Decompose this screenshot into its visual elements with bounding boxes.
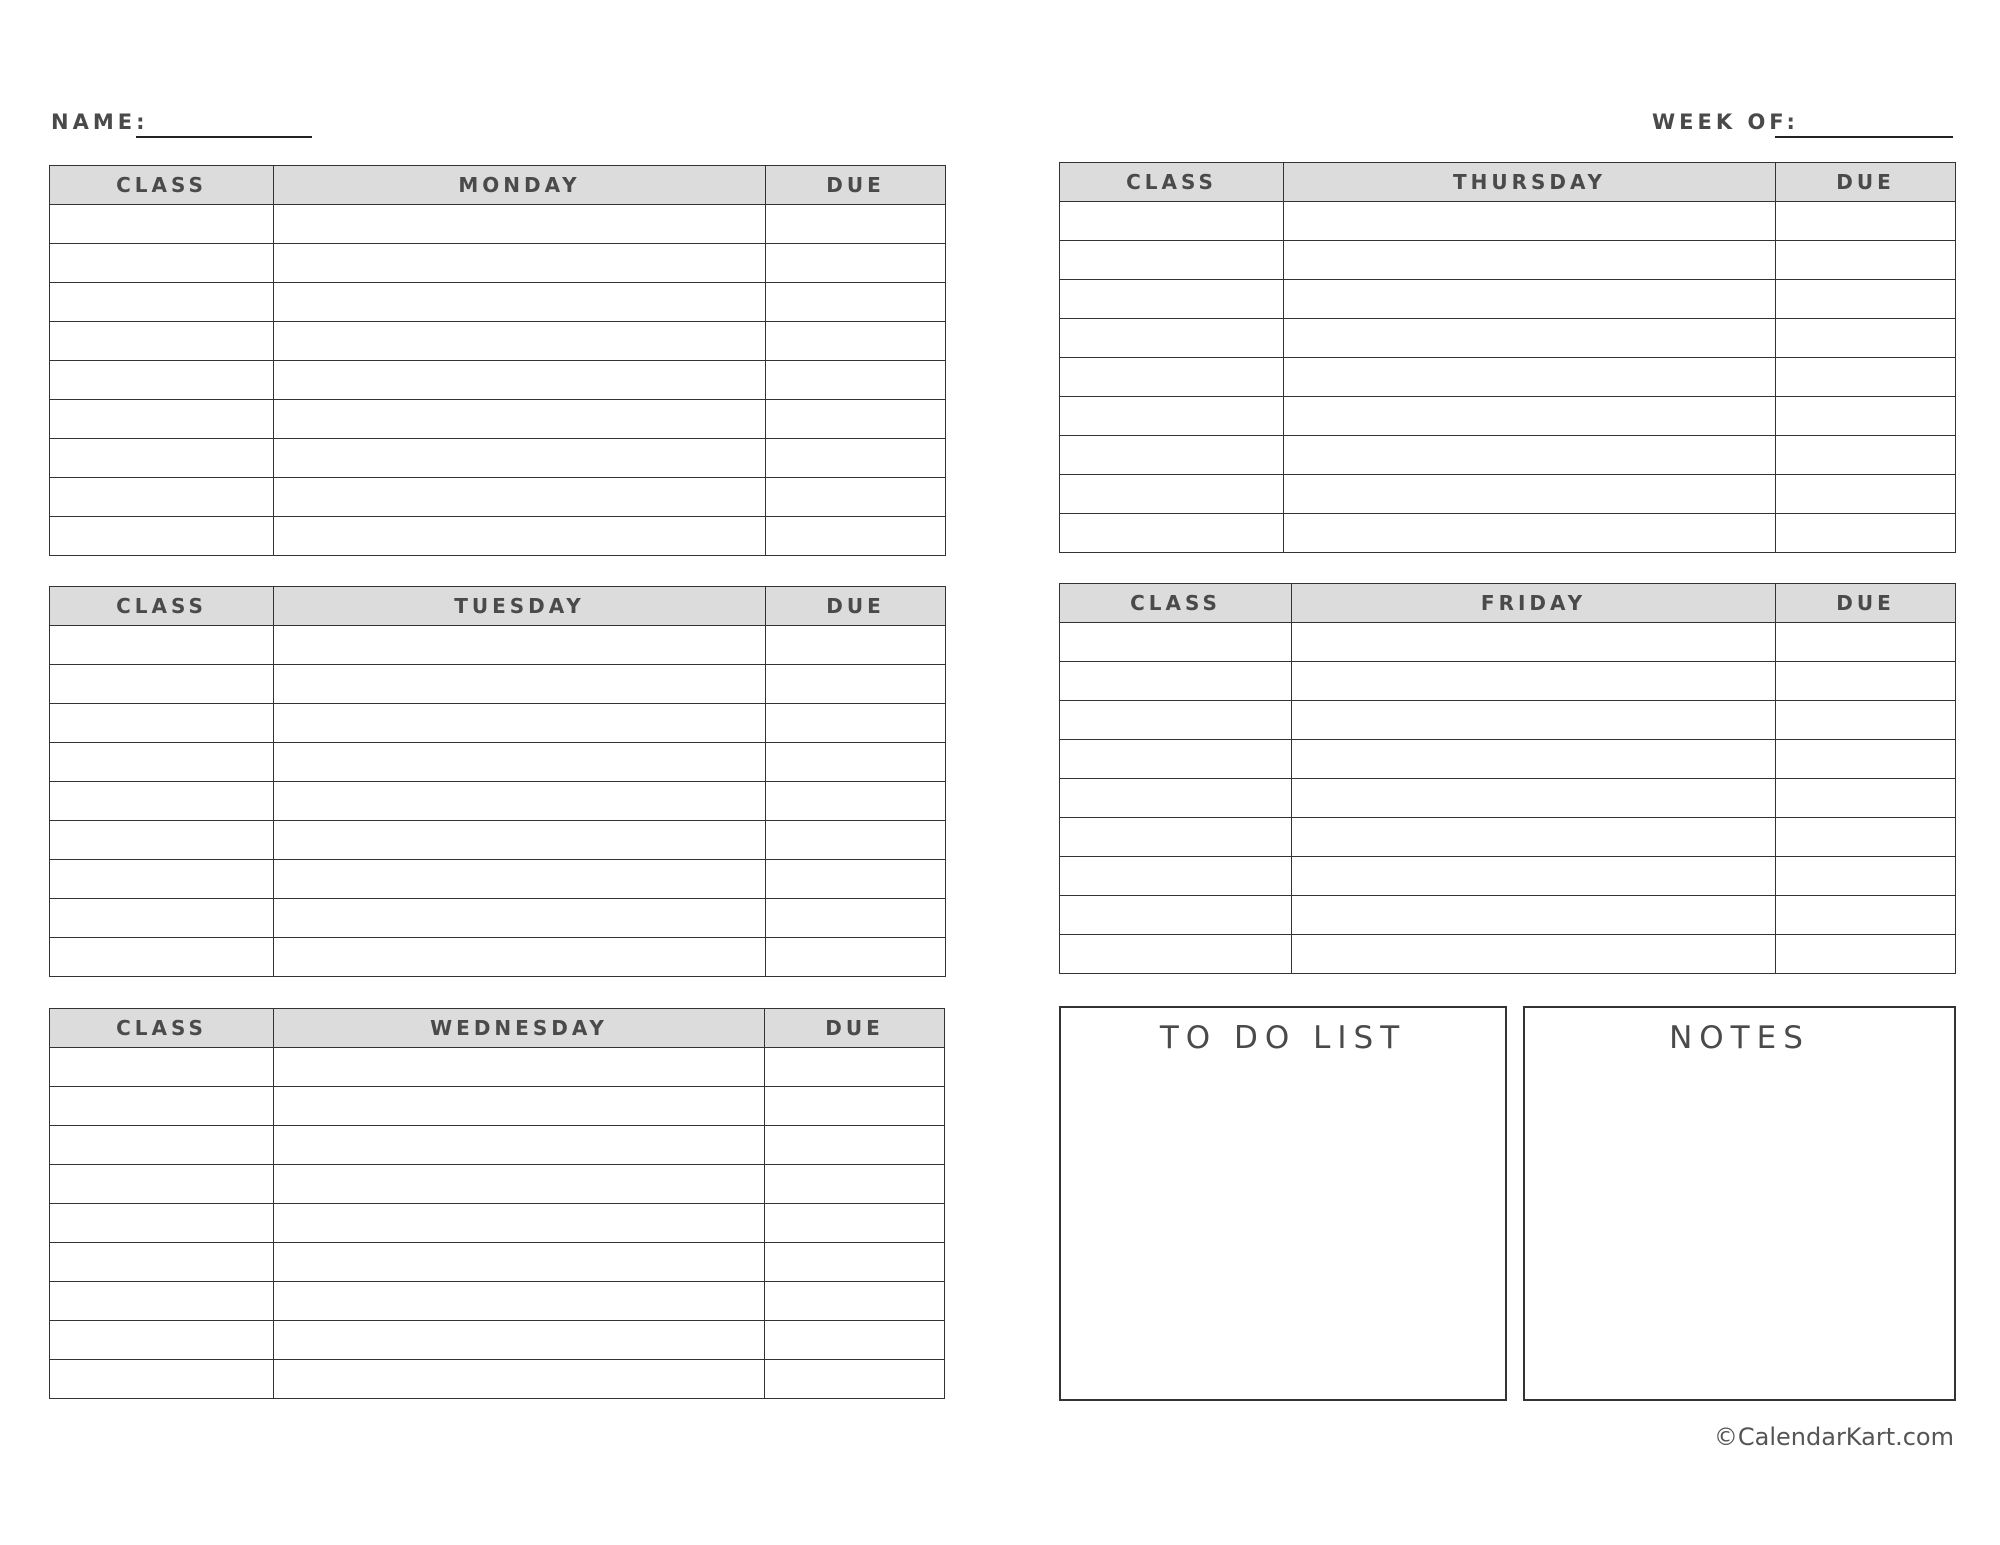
table-header-row	[50, 1009, 945, 1048]
table-header-row	[1060, 163, 1956, 202]
assignment-cell[interactable]	[274, 938, 766, 977]
table-row[interactable]	[50, 322, 946, 361]
table-row[interactable]	[50, 517, 946, 556]
wednesday-table	[49, 1008, 945, 1399]
class-cell[interactable]	[50, 1321, 274, 1360]
due-cell[interactable]	[766, 899, 946, 938]
table-row[interactable]	[50, 361, 946, 400]
week-of-line[interactable]	[1775, 136, 1953, 138]
assignment-cell[interactable]	[274, 322, 766, 361]
table-row[interactable]	[50, 938, 946, 977]
tuesday-table	[49, 586, 946, 977]
day-header: MONDAY	[274, 166, 766, 205]
class-cell[interactable]	[50, 782, 274, 821]
table-row[interactable]	[50, 283, 946, 322]
day-header: WEDNESDAY	[274, 1009, 765, 1048]
assignment-cell[interactable]	[274, 1165, 765, 1204]
due-cell[interactable]	[766, 322, 946, 361]
due-header: DUE	[765, 1009, 945, 1048]
thursday-table	[1059, 162, 1956, 553]
class-cell[interactable]	[1060, 397, 1284, 436]
assignment-cell[interactable]	[274, 1360, 765, 1399]
class-cell[interactable]	[1060, 701, 1292, 740]
due-cell[interactable]	[766, 439, 946, 478]
class-cell[interactable]	[50, 400, 274, 439]
class-cell[interactable]	[50, 205, 274, 244]
assignment-cell[interactable]	[274, 205, 766, 244]
class-cell[interactable]	[1060, 475, 1284, 514]
class-cell[interactable]	[1060, 779, 1292, 818]
class-cell[interactable]	[50, 1087, 274, 1126]
assignment-cell[interactable]	[1284, 202, 1776, 241]
assignment-cell[interactable]	[1284, 397, 1776, 436]
todo-list-box[interactable]	[1059, 1006, 1507, 1401]
class-cell[interactable]	[1060, 818, 1292, 857]
due-cell[interactable]	[765, 1282, 945, 1321]
due-cell[interactable]	[765, 1087, 945, 1126]
due-cell[interactable]	[766, 938, 946, 977]
due-cell[interactable]	[1776, 319, 1956, 358]
table-row[interactable]	[50, 665, 946, 704]
assignment-cell[interactable]	[274, 1204, 765, 1243]
class-header: CLASS	[1060, 163, 1284, 202]
due-header: DUE	[1776, 163, 1956, 202]
class-cell[interactable]	[50, 1126, 274, 1165]
class-cell[interactable]	[1060, 358, 1284, 397]
due-cell[interactable]	[766, 626, 946, 665]
table-row[interactable]	[1060, 319, 1956, 358]
assignment-cell[interactable]	[274, 821, 766, 860]
class-cell[interactable]	[1060, 202, 1284, 241]
class-cell[interactable]	[50, 938, 274, 977]
assignment-cell[interactable]	[274, 860, 766, 899]
table-row[interactable]	[50, 205, 946, 244]
table-row[interactable]	[50, 626, 946, 665]
table-row[interactable]	[1060, 857, 1956, 896]
assignment-cell[interactable]	[1284, 358, 1776, 397]
due-cell[interactable]	[765, 1360, 945, 1399]
assignment-cell[interactable]	[274, 743, 766, 782]
assignment-cell[interactable]	[274, 361, 766, 400]
due-cell[interactable]	[766, 821, 946, 860]
due-cell[interactable]	[766, 283, 946, 322]
class-cell[interactable]	[1060, 436, 1284, 475]
assignment-cell[interactable]	[274, 1243, 765, 1282]
class-cell[interactable]	[1060, 896, 1292, 935]
tuesday-rows[interactable]	[50, 626, 946, 977]
name-label: NAME:	[51, 110, 149, 134]
table-row[interactable]	[50, 1126, 945, 1165]
friday-table	[1059, 583, 1956, 974]
class-cell[interactable]	[1060, 935, 1292, 974]
table-row[interactable]	[1060, 662, 1956, 701]
table-row[interactable]	[50, 821, 946, 860]
due-cell[interactable]	[1776, 818, 1956, 857]
notes-title: NOTES	[1669, 1020, 1810, 1056]
due-cell[interactable]	[765, 1126, 945, 1165]
assignment-cell[interactable]	[1292, 896, 1776, 935]
class-cell[interactable]	[1060, 857, 1292, 896]
class-cell[interactable]	[50, 626, 274, 665]
table-row[interactable]	[50, 439, 946, 478]
assignment-cell[interactable]	[1284, 436, 1776, 475]
table-row[interactable]	[50, 478, 946, 517]
class-cell[interactable]	[50, 478, 274, 517]
table-row[interactable]	[1060, 623, 1956, 662]
table-row[interactable]	[50, 1243, 945, 1282]
monday-rows[interactable]	[50, 205, 946, 556]
class-cell[interactable]	[50, 283, 274, 322]
due-cell[interactable]	[766, 361, 946, 400]
due-header: DUE	[766, 587, 946, 626]
class-cell[interactable]	[50, 821, 274, 860]
class-cell[interactable]	[1060, 319, 1284, 358]
day-header: THURSDAY	[1284, 163, 1776, 202]
table-row[interactable]	[1060, 280, 1956, 319]
todo-list-title: TO DO LIST	[1159, 1020, 1407, 1056]
table-row[interactable]	[50, 1204, 945, 1243]
due-cell[interactable]	[1776, 779, 1956, 818]
table-row[interactable]	[1060, 740, 1956, 779]
due-cell[interactable]	[1776, 935, 1956, 974]
due-cell[interactable]	[1776, 397, 1956, 436]
due-cell[interactable]	[765, 1321, 945, 1360]
table-row[interactable]	[50, 244, 946, 283]
assignment-cell[interactable]	[1292, 935, 1776, 974]
due-cell[interactable]	[766, 860, 946, 899]
class-cell[interactable]	[50, 1243, 274, 1282]
assignment-cell[interactable]	[274, 283, 766, 322]
assignment-cell[interactable]	[1284, 319, 1776, 358]
due-cell[interactable]	[766, 400, 946, 439]
table-row[interactable]	[1060, 896, 1956, 935]
assignment-cell[interactable]	[274, 517, 766, 556]
table-header-row	[1060, 584, 1956, 623]
assignment-cell[interactable]	[274, 1321, 765, 1360]
class-cell[interactable]	[50, 244, 274, 283]
assignment-cell[interactable]	[1292, 857, 1776, 896]
due-cell[interactable]	[1776, 280, 1956, 319]
assignment-cell[interactable]	[274, 704, 766, 743]
class-cell[interactable]	[50, 322, 274, 361]
assignment-cell[interactable]	[274, 439, 766, 478]
thursday-rows[interactable]	[1060, 202, 1956, 553]
assignment-cell[interactable]	[1292, 740, 1776, 779]
table-row[interactable]	[50, 1282, 945, 1321]
assignment-cell[interactable]	[1284, 514, 1776, 553]
table-header-row	[50, 166, 946, 205]
class-header: CLASS	[50, 587, 274, 626]
due-cell[interactable]	[1776, 475, 1956, 514]
class-cell[interactable]	[50, 665, 274, 704]
table-row[interactable]	[1060, 397, 1956, 436]
due-cell[interactable]	[766, 743, 946, 782]
assignment-cell[interactable]	[1292, 779, 1776, 818]
table-row[interactable]	[1060, 935, 1956, 974]
due-cell[interactable]	[766, 517, 946, 556]
assignment-cell[interactable]	[1292, 818, 1776, 857]
assignment-cell[interactable]	[274, 899, 766, 938]
class-cell[interactable]	[1060, 514, 1284, 553]
class-cell[interactable]	[50, 860, 274, 899]
table-row[interactable]	[50, 1321, 945, 1360]
assignment-cell[interactable]	[1284, 241, 1776, 280]
table-row[interactable]	[1060, 818, 1956, 857]
class-cell[interactable]	[1060, 280, 1284, 319]
class-cell[interactable]	[50, 1165, 274, 1204]
assignment-cell[interactable]	[274, 1048, 765, 1087]
due-cell[interactable]	[765, 1204, 945, 1243]
table-row[interactable]	[1060, 436, 1956, 475]
table-row[interactable]	[50, 860, 946, 899]
due-cell[interactable]	[1776, 701, 1956, 740]
assignment-cell[interactable]	[274, 244, 766, 283]
due-cell[interactable]	[1776, 857, 1956, 896]
class-header: CLASS	[50, 1009, 274, 1048]
table-row[interactable]	[50, 899, 946, 938]
due-cell[interactable]	[1776, 623, 1956, 662]
due-cell[interactable]	[1776, 358, 1956, 397]
table-row[interactable]	[1060, 202, 1956, 241]
assignment-cell[interactable]	[274, 478, 766, 517]
table-row[interactable]	[50, 743, 946, 782]
day-header: FRIDAY	[1292, 584, 1776, 623]
due-cell[interactable]	[766, 478, 946, 517]
class-header: CLASS	[1060, 584, 1292, 623]
class-cell[interactable]	[50, 1360, 274, 1399]
assignment-cell[interactable]	[274, 400, 766, 439]
table-header-row	[50, 587, 946, 626]
table-row[interactable]	[50, 782, 946, 821]
class-header: CLASS	[50, 166, 274, 205]
due-cell[interactable]	[766, 665, 946, 704]
class-cell[interactable]	[50, 1282, 274, 1321]
assignment-cell[interactable]	[1284, 280, 1776, 319]
class-cell[interactable]	[50, 439, 274, 478]
due-cell[interactable]	[766, 704, 946, 743]
due-cell[interactable]	[765, 1048, 945, 1087]
class-cell[interactable]	[1060, 241, 1284, 280]
due-cell[interactable]	[766, 244, 946, 283]
table-row[interactable]	[50, 704, 946, 743]
table-row[interactable]	[1060, 701, 1956, 740]
due-cell[interactable]	[1776, 514, 1956, 553]
class-cell[interactable]	[1060, 740, 1292, 779]
day-header: TUESDAY	[274, 587, 766, 626]
table-row[interactable]	[50, 400, 946, 439]
assignment-cell[interactable]	[1284, 475, 1776, 514]
table-row[interactable]	[1060, 779, 1956, 818]
table-row[interactable]	[1060, 475, 1956, 514]
due-cell[interactable]	[766, 782, 946, 821]
wednesday-rows[interactable]	[50, 1048, 945, 1399]
assignment-cell[interactable]	[274, 1282, 765, 1321]
copyright-text: ©CalendarKart.com	[1713, 1423, 1954, 1451]
class-cell[interactable]	[50, 1048, 274, 1087]
class-cell[interactable]	[50, 517, 274, 556]
assignment-cell[interactable]	[1292, 662, 1776, 701]
table-row[interactable]	[50, 1165, 945, 1204]
due-cell[interactable]	[1776, 662, 1956, 701]
notes-box[interactable]	[1523, 1006, 1956, 1401]
class-cell[interactable]	[50, 1204, 274, 1243]
due-cell[interactable]	[1776, 740, 1956, 779]
class-cell[interactable]	[50, 743, 274, 782]
table-row[interactable]	[1060, 358, 1956, 397]
monday-table	[49, 165, 946, 556]
due-header: DUE	[766, 166, 946, 205]
class-cell[interactable]	[1060, 623, 1292, 662]
friday-rows[interactable]	[1060, 623, 1956, 974]
assignment-cell[interactable]	[1292, 701, 1776, 740]
due-cell[interactable]	[1776, 436, 1956, 475]
class-cell[interactable]	[50, 704, 274, 743]
due-cell[interactable]	[1776, 202, 1956, 241]
assignment-cell[interactable]	[1292, 623, 1776, 662]
due-cell[interactable]	[1776, 241, 1956, 280]
week-of-label: WEEK OF:	[1652, 110, 1799, 134]
table-row[interactable]	[50, 1048, 945, 1087]
class-cell[interactable]	[50, 899, 274, 938]
assignment-cell[interactable]	[274, 782, 766, 821]
assignment-cell[interactable]	[274, 665, 766, 704]
table-row[interactable]	[1060, 514, 1956, 553]
table-row[interactable]	[50, 1087, 945, 1126]
assignment-cell[interactable]	[274, 626, 766, 665]
due-header: DUE	[1776, 584, 1956, 623]
due-cell[interactable]	[1776, 896, 1956, 935]
table-row[interactable]	[1060, 241, 1956, 280]
class-cell[interactable]	[50, 361, 274, 400]
assignment-cell[interactable]	[274, 1087, 765, 1126]
class-cell[interactable]	[1060, 662, 1292, 701]
due-cell[interactable]	[765, 1243, 945, 1282]
due-cell[interactable]	[765, 1165, 945, 1204]
assignment-cell[interactable]	[274, 1126, 765, 1165]
name-line[interactable]	[136, 136, 312, 138]
due-cell[interactable]	[766, 205, 946, 244]
table-row[interactable]	[50, 1360, 945, 1399]
